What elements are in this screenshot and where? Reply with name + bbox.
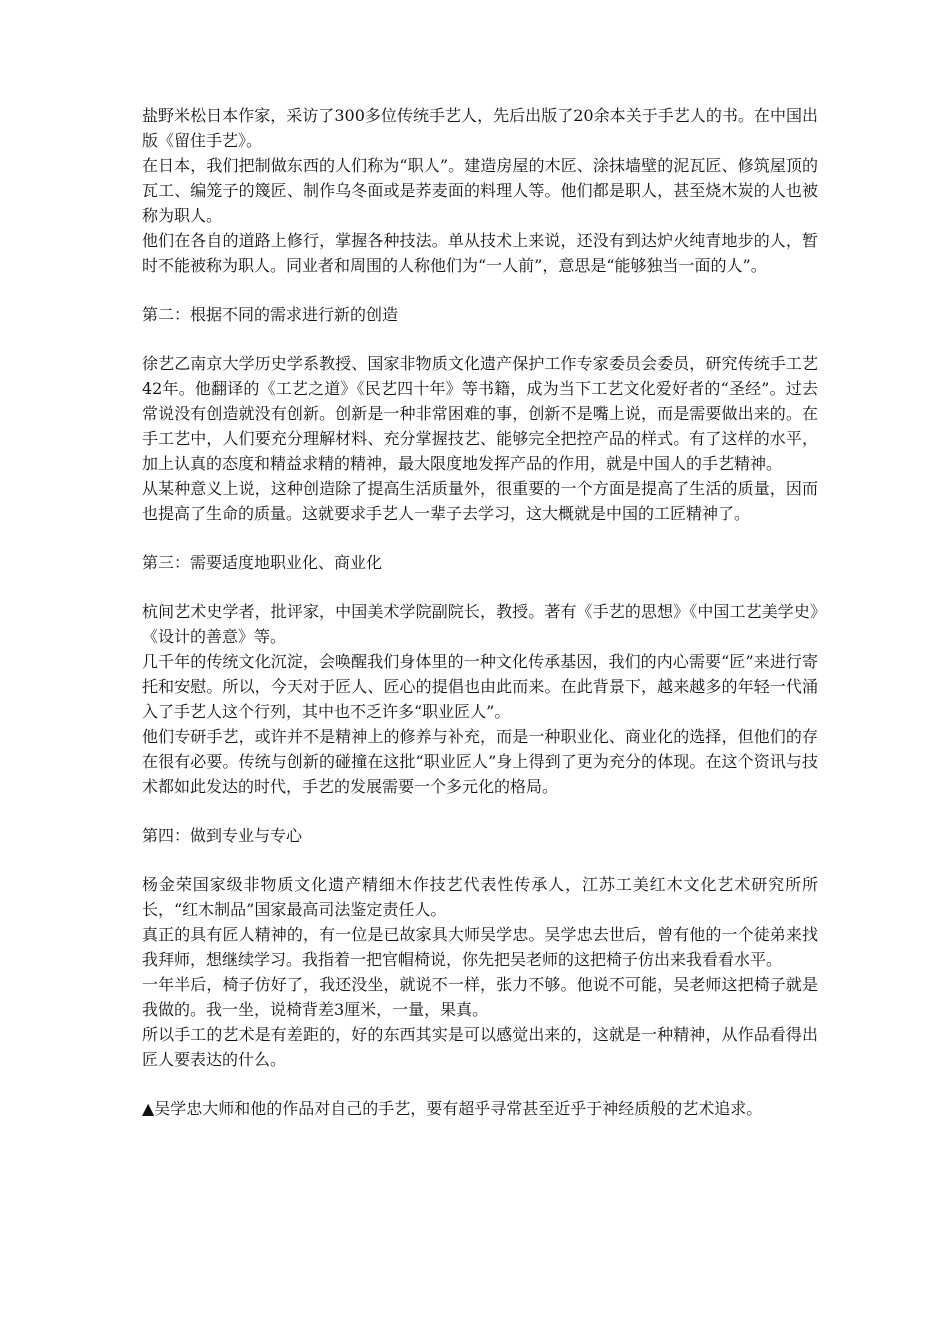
spacer xyxy=(142,848,818,872)
document-body xyxy=(142,103,818,1121)
paragraph-xu-yiyi: 徐艺乙南京大学历史学系教授、国家非物质文化遗产保护工作专家委员会委员，研究传统手工艺42年。他翻译的《工艺之道》《民艺四十年》等书籍，成为当下工艺文化爱好者的“圣经”。过去常说没有创造就没有创新。创新是一种非常困难的事，创新不是嘴上说，而是需要做出来的。在手工艺中，人们要充分理解材料、充分掌握技艺、能够完全把控产品的样式。有了这样的水平，加上认真的态度和精益求精的精神，最大限度地发挥产品的作用，就是中国人的手艺精神。 xyxy=(142,354,818,473)
section-heading-4: 第四：做到专业与专心 xyxy=(142,826,303,845)
image-caption: ▲吴学忠大师和他的作品对自己的手艺，要有超乎寻常甚至近乎于神经质般的艺术追求。 xyxy=(142,1099,763,1118)
paragraph-shioya-intro: 盐野米松日本作家，采访了300多位传统手艺人，先后出版了20余本关于手艺人的书。在中国出版《留住手艺》。 xyxy=(142,106,818,150)
paragraph-cultural-gene: 几千年的传统文化沉淀，会唤醒我们身体里的一种文化传承基因，我们的内心需要“匠”来进行寄托和安慰。所以，今天对于匠人、匠心的提倡也由此而来。在此背景下，越来越多的年轻一代涌入了手艺人这个行列，其中也不乏许多“职业匠人”。 xyxy=(142,652,818,721)
section-heading-2: 第二：根据不同的需求进行新的创造 xyxy=(142,305,399,324)
spacer xyxy=(142,526,818,550)
spacer xyxy=(142,1072,818,1096)
paragraph-wu-xuezhong: 真正的具有匠人精神的，有一位是已故家具大师吴学忠。吴学忠去世后，曾有他的一个徒弟来找我拜师，想继续学习。我指着一把官帽椅说，你先把吴老师的这把椅子仿出来我看看水平。 xyxy=(142,925,818,969)
paragraph-quality-of-life: 从某种意义上说，这种创造除了提高生活质量外，很重要的一个方面是提高了生活的质量，因而也提高了生命的质量。这就要求手艺人一辈子去学习，这大概就是中国的工匠精神了。 xyxy=(142,479,818,523)
paragraph-hang-jian: 杭间艺术史学者，批评家，中国美术学院副院长，教授。著有《手艺的思想》《中国工艺美学史》《设计的善意》等。 xyxy=(142,602,818,646)
paragraph-handcraft-spirit: 所以手工的艺术是有差距的，好的东西其实是可以感觉出来的，这就是一种精神，从作品看得出匠人要表达的什么。 xyxy=(142,1025,818,1069)
paragraph-professional-artisans: 他们专研手艺，或许并不是精神上的修养与补充，而是一种职业化、商业化的选择，但他们的存在很有必要。传统与创新的碰撞在这批“职业匠人”身上得到了更为充分的体现。在这个资讯与技术都如此发达的时代，手艺的发展需要一个多元化的格局。 xyxy=(142,727,818,796)
spacer xyxy=(142,799,818,823)
paragraph-chair-story: 一年半后，椅子仿好了，我还没坐，就说不一样，张力不够。他说不可能，吴老师这把椅子就是我做的。我一坐，说椅背差3厘米，一量，果真。 xyxy=(142,975,818,1019)
paragraph-ichininmae: 他们在各自的道路上修行，掌握各种技法。单从技术上来说，还没有到达炉火纯青地步的人，暂时不能被称为职人。同业者和周围的人称他们为“一人前”，意思是“能够独当一面的人”。 xyxy=(142,231,818,275)
section-heading-3: 第三：需要适度地职业化、商业化 xyxy=(142,553,383,572)
spacer xyxy=(142,327,818,351)
spacer xyxy=(142,278,818,302)
paragraph-shokunin-definition: 在日本，我们把制做东西的人们称为“职人”。建造房屋的木匠、涂抹墙壁的泥瓦匠、修筑屋顶的瓦工、编笼子的篾匠、制作乌冬面或是荞麦面的料理人等。他们都是职人，甚至烧木炭的人也被称为职人。 xyxy=(142,156,818,225)
spacer xyxy=(142,575,818,599)
paragraph-yang-jinrong: 杨金荣国家级非物质文化遗产精细木作技艺代表性传承人，江苏工美红木文化艺术研究所所长，“红木制品”国家最高司法鉴定责任人。 xyxy=(142,875,818,919)
